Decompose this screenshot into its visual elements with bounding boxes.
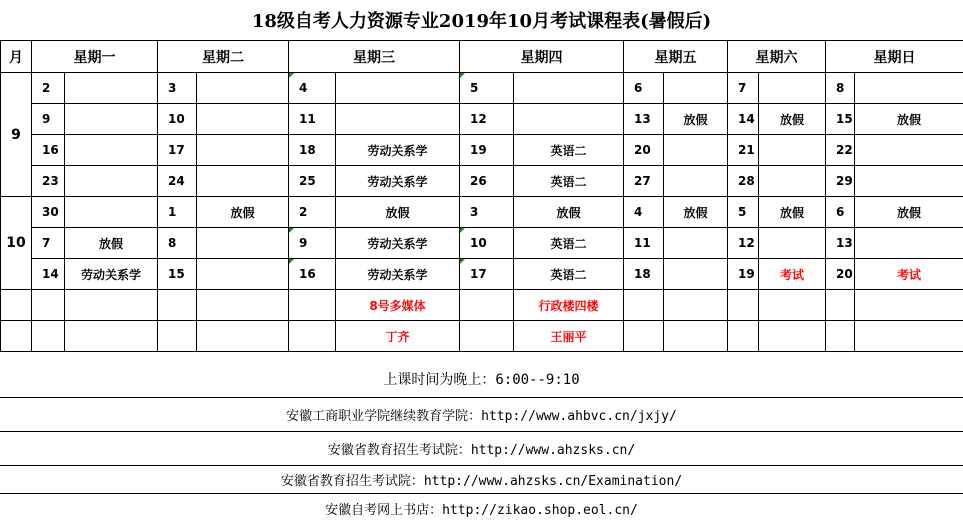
course-cell — [197, 259, 289, 290]
day-number: 21 — [728, 135, 759, 166]
course-cell — [759, 135, 826, 166]
blank-cell — [32, 290, 65, 321]
day-number: 15 — [158, 259, 197, 290]
day-number: 5 — [460, 73, 514, 104]
course-cell — [759, 228, 826, 259]
weekday-header-fri: 星期五 — [624, 41, 728, 73]
day-number: 19 — [728, 259, 759, 290]
course-cell — [65, 135, 158, 166]
course-cell — [759, 166, 826, 197]
month-cell-october: 10 — [1, 197, 32, 290]
course-cell — [855, 73, 963, 104]
course-cell — [664, 259, 728, 290]
month-header: 月 — [1, 41, 32, 73]
exam-cell-sun: 考试 — [855, 259, 963, 290]
day-number: 13 — [624, 104, 664, 135]
week-row — [1, 104, 963, 135]
course-cell — [65, 73, 158, 104]
course-cell: 放假 — [197, 197, 289, 228]
course-cell: 放假 — [759, 104, 826, 135]
course-cell — [65, 104, 158, 135]
blank-cell — [289, 321, 336, 352]
course-cell — [336, 73, 460, 104]
course-cell — [336, 104, 460, 135]
blank-cell — [289, 290, 336, 321]
day-number: 4 — [289, 73, 336, 104]
course-cell — [855, 135, 963, 166]
day-number: 3 — [460, 197, 514, 228]
day-number: 25 — [289, 166, 336, 197]
day-number: 6 — [624, 73, 664, 104]
day-number: 11 — [624, 228, 664, 259]
blank-cell — [65, 321, 158, 352]
day-number: 2 — [289, 197, 336, 228]
course-cell — [664, 166, 728, 197]
day-number: 3 — [158, 73, 197, 104]
day-number: 14 — [32, 259, 65, 290]
day-number: 13 — [826, 228, 855, 259]
day-number: 18 — [289, 135, 336, 166]
venue-row — [1, 290, 963, 321]
month-cell-september: 9 — [1, 73, 32, 197]
weekday-header-tue: 星期二 — [158, 41, 289, 73]
exam-cell-sat: 考试 — [759, 259, 826, 290]
weekday-header-mon: 星期一 — [32, 41, 158, 73]
course-cell: 劳动关系学 — [336, 135, 460, 166]
day-number: 2 — [32, 73, 65, 104]
course-cell — [664, 228, 728, 259]
blank-cell — [855, 321, 963, 352]
day-number: 12 — [460, 104, 514, 135]
blank-cell — [759, 290, 826, 321]
teacher-thu: 王丽平 — [514, 321, 624, 352]
course-cell: 劳动关系学 — [336, 166, 460, 197]
day-number: 8 — [158, 228, 197, 259]
day-number: 9 — [289, 228, 336, 259]
day-number: 16 — [289, 259, 336, 290]
class-time-note: 上课时间为晚上：6:00--9:10 — [0, 361, 963, 398]
day-number: 19 — [460, 135, 514, 166]
course-cell — [65, 166, 158, 197]
week-row — [1, 166, 963, 197]
course-cell: 放假 — [855, 197, 963, 228]
course-cell — [197, 166, 289, 197]
header-row — [1, 41, 963, 73]
course-cell: 放假 — [65, 228, 158, 259]
course-cell — [664, 73, 728, 104]
day-number: 22 — [826, 135, 855, 166]
blank-cell — [728, 290, 759, 321]
course-cell: 放假 — [514, 197, 624, 228]
day-number: 17 — [158, 135, 197, 166]
day-number: 18 — [624, 259, 664, 290]
week-row — [1, 197, 963, 228]
course-cell — [197, 228, 289, 259]
week-row — [1, 73, 963, 104]
course-cell: 放假 — [759, 197, 826, 228]
bookstore-link[interactable]: 安徽自考网上书店：http://zikao.shop.eol.cn/ — [325, 502, 638, 518]
day-number: 30 — [32, 197, 65, 228]
blank-cell — [826, 321, 855, 352]
course-cell: 英语二 — [514, 228, 624, 259]
day-number: 26 — [460, 166, 514, 197]
venue-thu: 行政楼四楼 — [514, 290, 624, 321]
course-cell — [855, 166, 963, 197]
day-number: 14 — [728, 104, 759, 135]
day-number: 9 — [32, 104, 65, 135]
day-number: 20 — [624, 135, 664, 166]
day-number: 6 — [826, 197, 855, 228]
course-cell — [514, 104, 624, 135]
course-cell — [197, 73, 289, 104]
day-number: 10 — [158, 104, 197, 135]
blank-cell — [624, 290, 664, 321]
weekday-header-wed: 星期三 — [289, 41, 460, 73]
page-title: 18级自考人力资源专业2019年10月考试课程表(暑假后) — [251, 11, 712, 32]
day-number: 7 — [728, 73, 759, 104]
day-number: 12 — [728, 228, 759, 259]
day-number: 7 — [32, 228, 65, 259]
day-number: 27 — [624, 166, 664, 197]
day-number: 29 — [826, 166, 855, 197]
blank-cell — [65, 290, 158, 321]
day-number: 15 — [826, 104, 855, 135]
weekday-header-sun: 星期日 — [826, 41, 963, 73]
teacher-wed: 丁齐 — [336, 321, 460, 352]
college-link[interactable]: 安徽工商职业学院继续教育学院：http://www.ahbvc.cn/jxjy/ — [0, 398, 963, 432]
blank-cell — [728, 321, 759, 352]
exam-page-link[interactable]: 安徽省教育招生考试院：http://www.ahzsks.cn/Examination/ — [0, 466, 963, 494]
course-cell — [664, 135, 728, 166]
day-number: 16 — [32, 135, 65, 166]
blank-cell — [197, 321, 289, 352]
course-cell — [197, 104, 289, 135]
day-number: 28 — [728, 166, 759, 197]
blank-cell — [855, 290, 963, 321]
weekday-header-thu: 星期四 — [460, 41, 624, 73]
exam-authority-link[interactable]: 安徽省教育招生考试院：http://www.ahzsks.cn/ — [0, 432, 963, 466]
day-number: 23 — [32, 166, 65, 197]
blank-cell — [32, 321, 65, 352]
venue-wed: 8号多媒体 — [336, 290, 460, 321]
day-number: 24 — [158, 166, 197, 197]
course-cell: 劳动关系学 — [65, 259, 158, 290]
course-cell: 英语二 — [514, 166, 624, 197]
day-number: 5 — [728, 197, 759, 228]
blank-cell — [158, 321, 197, 352]
day-number: 10 — [460, 228, 514, 259]
teacher-row — [1, 321, 963, 352]
blank-cell — [664, 321, 728, 352]
week-row — [1, 228, 963, 259]
course-cell — [514, 73, 624, 104]
course-cell: 英语二 — [514, 135, 624, 166]
course-cell — [65, 197, 158, 228]
course-cell: 放假 — [664, 104, 728, 135]
weekday-header-sat: 星期六 — [728, 41, 826, 73]
course-cell: 英语二 — [514, 259, 624, 290]
course-cell: 放假 — [664, 197, 728, 228]
day-number: 11 — [289, 104, 336, 135]
blank-cell — [158, 290, 197, 321]
day-number: 1 — [158, 197, 197, 228]
blank-cell — [197, 290, 289, 321]
blank-cell — [624, 321, 664, 352]
course-cell: 放假 — [336, 197, 460, 228]
course-cell — [759, 73, 826, 104]
blank-cell — [460, 321, 514, 352]
course-cell: 劳动关系学 — [336, 228, 460, 259]
blank-cell — [664, 290, 728, 321]
schedule-table — [0, 40, 963, 352]
blank-cell — [1, 321, 32, 352]
day-number: 8 — [826, 73, 855, 104]
day-number: 20 — [826, 259, 855, 290]
course-cell — [197, 135, 289, 166]
course-cell: 劳动关系学 — [336, 259, 460, 290]
course-cell: 放假 — [855, 104, 963, 135]
week-row — [1, 135, 963, 166]
week-row — [1, 259, 963, 290]
day-number: 4 — [624, 197, 664, 228]
blank-cell — [1, 290, 32, 321]
blank-cell — [759, 321, 826, 352]
day-number: 17 — [460, 259, 514, 290]
blank-cell — [460, 290, 514, 321]
blank-cell — [826, 290, 855, 321]
course-cell — [855, 228, 963, 259]
